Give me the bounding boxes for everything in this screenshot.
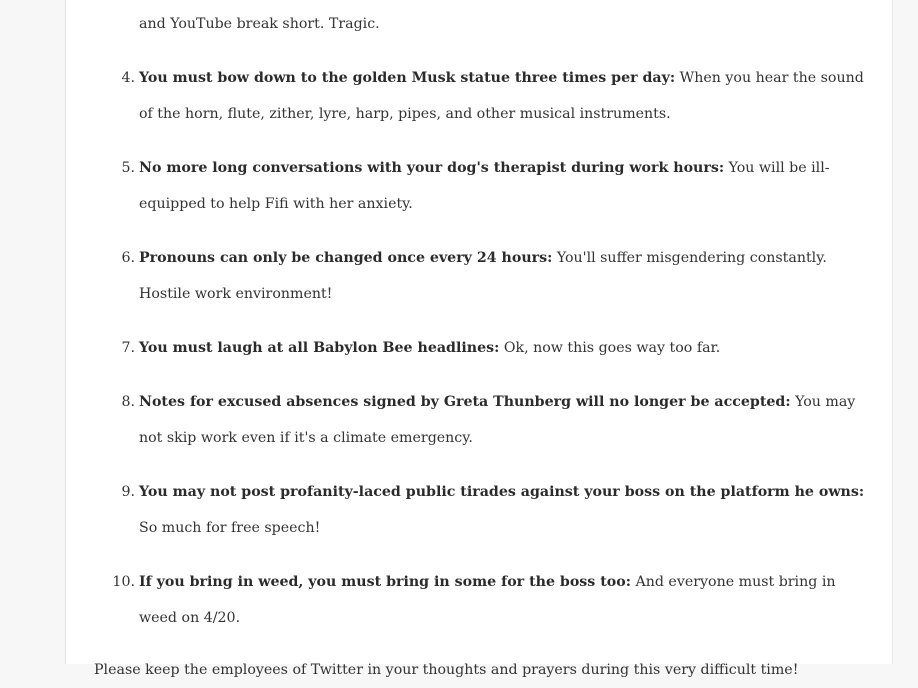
list-item-text: You may not skip work even if it's a climate emergency. xyxy=(139,394,856,446)
list-item xyxy=(94,474,874,546)
list-item xyxy=(94,330,874,366)
article-page xyxy=(65,0,893,678)
list-item xyxy=(94,240,874,312)
list-item-text: You'll suffer misgendering constantly. Hostile work environment! xyxy=(139,250,827,302)
list-item-text: When you hear the sound of the horn, flute, zither, lyre, harp, pipes, and other musical instruments. xyxy=(139,70,864,122)
list-item xyxy=(94,564,874,636)
list-item xyxy=(94,60,874,132)
article-body xyxy=(94,0,874,688)
list-item-heading: No more long conversations with your dog's therapist during work hours: xyxy=(139,160,725,176)
list-item-text: So much for free speech! xyxy=(139,520,321,536)
list-item-number: 7. xyxy=(121,340,135,356)
rules-list xyxy=(94,60,874,636)
list-item-text: You will be ill-equipped to help Fifi with her anxiety. xyxy=(139,160,830,212)
list-item-heading: Notes for excused absences signed by Greta Thunberg will no longer be accepted: xyxy=(139,394,791,410)
list-item-heading: You must bow down to the golden Musk statue three times per day: xyxy=(139,70,676,86)
closing-paragraph: Please keep the employees of Twitter in your thoughts and prayers during this very difficult time! xyxy=(94,662,799,678)
list-item-heading: You must laugh at all Babylon Bee headlines: xyxy=(139,340,500,356)
list-item-number: 9. xyxy=(121,484,135,500)
list-item-heading: Pronouns can only be changed once every 24 hours: xyxy=(139,250,553,266)
list-item-heading: If you bring in weed, you must bring in some for the boss too: xyxy=(139,574,631,590)
list-item-text: And everyone must bring in weed on 4/20. xyxy=(139,574,836,626)
list-item-text: Ok, now this goes way too far. xyxy=(499,340,721,356)
list-item-heading: You may not post profanity-laced public tirades against your boss on the platform he owns: xyxy=(139,484,865,500)
list-item-number: 8. xyxy=(121,394,135,410)
list-item-number: 10. xyxy=(112,574,135,590)
list-item xyxy=(94,384,874,456)
list-item xyxy=(94,150,874,222)
list-item-number: 4. xyxy=(121,70,135,86)
list-item-number: 6. xyxy=(121,250,135,266)
list-item-number: 5. xyxy=(121,160,135,176)
previous-item-continuation: and YouTube break short. Tragic. xyxy=(139,16,380,32)
